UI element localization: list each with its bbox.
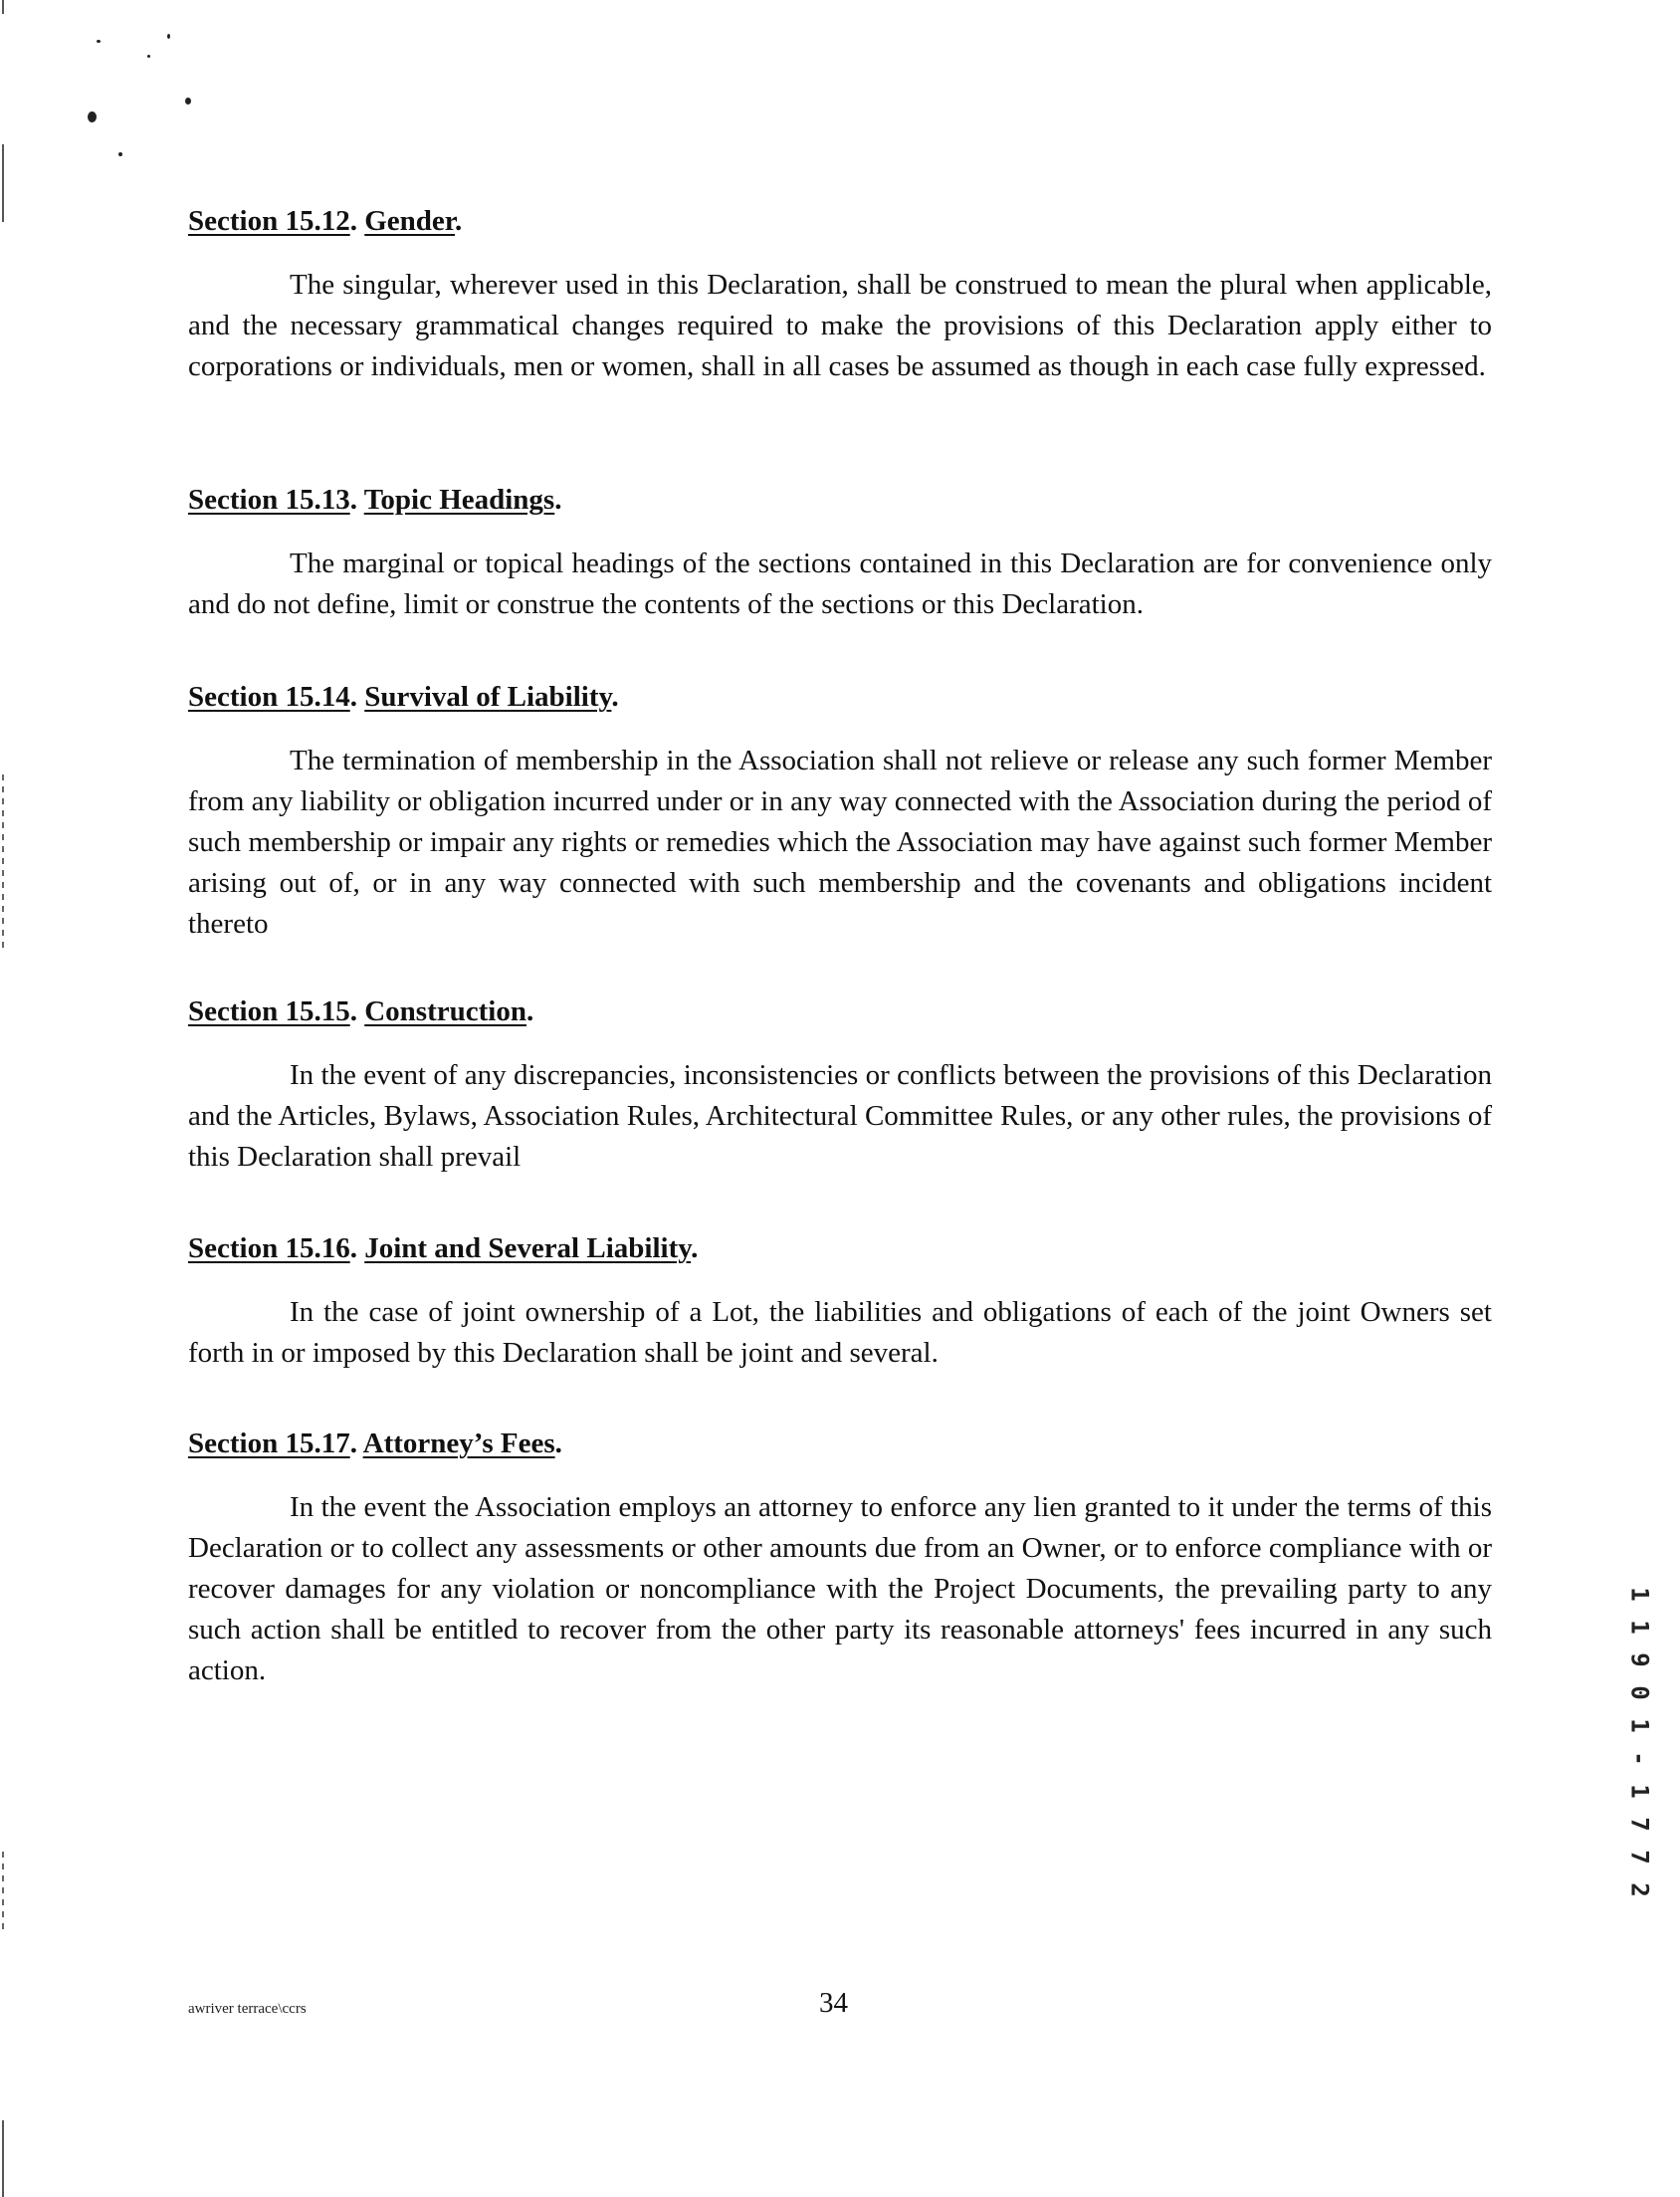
section-title: Joint and Several Liability — [364, 1232, 692, 1264]
section-body: The singular, wherever used in this Declaration, shall be construed to mean the plural when applicable, and the necessary grammatical changes required to make the provisions of this Declaration apply either to corporations or individuals, men or women, shall in all cases be assumed as though in each case fully expressed. — [188, 269, 1492, 382]
section-number: Section 15.17 — [188, 1428, 350, 1459]
stamp-character: 1 — [1625, 1620, 1654, 1635]
section-body: The termination of membership in the Association shall not relieve or release any such former Member from any liability or obligation incurred under or in any way connected with the Association during the period of such membership or impair any rights or remedies which the Association may have against such former Member arising out of, or in any way connected with such membership and the covenants and obligations incident thereto — [188, 745, 1492, 940]
recording-stamp — [1624, 1578, 1654, 1906]
footer-file-path: awriver terrace\ccrs — [188, 2001, 307, 2017]
page-number: 34 — [819, 1987, 848, 2019]
scan-edge-mark — [2, 774, 4, 952]
section-heading: Section 15.16. Joint and Several Liability. — [188, 1232, 699, 1264]
section-15-17 — [188, 1426, 1492, 1733]
section-number: Section 15.14 — [188, 681, 350, 713]
section-number: Section 15.15 — [188, 995, 350, 1027]
section-title: Gender — [364, 205, 455, 237]
stamp-text — [1639, 1578, 1640, 1579]
section-15-15 — [188, 993, 1492, 1219]
scan-edge-mark — [2, 1852, 4, 1931]
section-15-16 — [188, 1230, 1492, 1416]
section-body: The marginal or topical headings of the sections contained in this Declaration are for convenience only and do not define, limit or construe the contents of the sections or this Declaration. — [188, 548, 1492, 620]
section-heading: Section 15.13. Topic Headings. — [188, 484, 562, 516]
scan-edge-mark — [2, 0, 4, 14]
scan-speck — [118, 152, 122, 156]
stamp-character: 2 — [1625, 1882, 1654, 1897]
stamp-character: 7 — [1625, 1850, 1654, 1865]
scan-edge-mark — [2, 144, 4, 222]
section-title: Topic Headings — [363, 484, 555, 516]
stamp-character: 1 — [1625, 1718, 1654, 1733]
section-title: Attorney’s Fees — [362, 1428, 555, 1459]
scan-speck — [88, 111, 97, 122]
section-number: Section 15.16 — [188, 1232, 350, 1264]
scan-speck — [147, 55, 150, 58]
section-15-13 — [188, 482, 1492, 667]
scan-speck — [97, 40, 101, 43]
stamp-character: 0 — [1625, 1685, 1654, 1700]
section-title: Construction — [364, 995, 526, 1027]
section-title: Survival of Liability — [364, 681, 612, 713]
stamp-character: 9 — [1625, 1652, 1654, 1667]
scan-speck — [167, 34, 170, 39]
stamp-character: 1 — [1625, 1587, 1654, 1602]
scan-edge-mark — [2, 2120, 4, 2197]
section-body: In the case of joint ownership of a Lot, the liabilities and obligations of each of the joint Owners set forth in or imposed by this Declaration shall be joint and several. — [188, 1296, 1492, 1369]
stamp-character: - — [1625, 1751, 1654, 1766]
section-15-12 — [188, 203, 1492, 429]
section-heading: Section 15.15. Construction. — [188, 995, 534, 1027]
section-number: Section 15.12 — [188, 205, 350, 237]
section-number: Section 15.13 — [188, 484, 350, 516]
section-15-14 — [188, 679, 1492, 987]
stamp-character: 7 — [1625, 1817, 1654, 1832]
scan-speck — [185, 98, 191, 105]
stamp-character: 1 — [1625, 1784, 1654, 1799]
section-heading: Section 15.14. Survival of Liability. — [188, 681, 619, 713]
section-body: In the event the Association employs an attorney to enforce any lien granted to it under the terms of this Declaration or to collect any assessments or other amounts due from an Owner, or to enforce compliance with or recover damages for any violation or noncompliance with the Project Documents, the prevailing party to any such action shall be entitled to recover from the other party its reasonable attorneys' fees incurred in any such action. — [188, 1491, 1492, 1686]
section-heading: Section 15.17. Attorney’s Fees. — [188, 1428, 562, 1459]
section-body: In the event of any discrepancies, inconsistencies or conflicts between the provisions of this Declaration and the Articles, Bylaws, Association Rules, Architectural Committee Rules, or any other rules, the provisions of this Declaration shall prevail — [188, 1059, 1492, 1173]
section-heading: Section 15.12. Gender. — [188, 205, 463, 237]
